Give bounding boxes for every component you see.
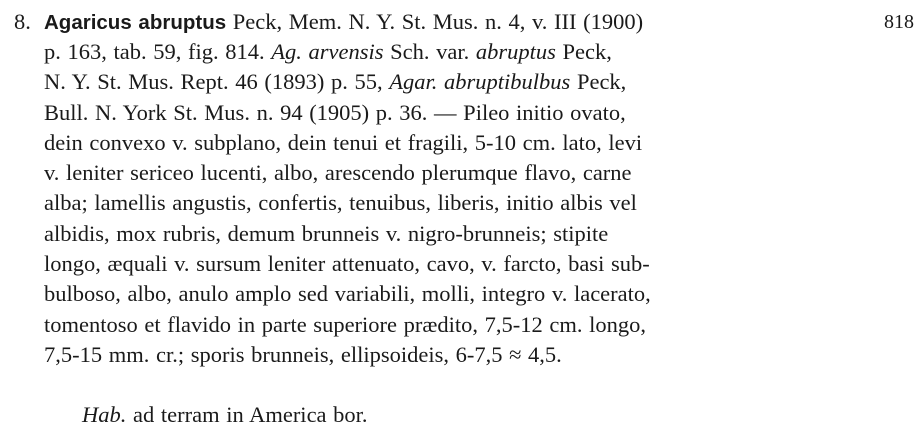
citation-3a: N. Y. St. Mus. Rept. 46 (1893) p. 55, <box>44 69 390 94</box>
citation-2b: Sch. var. <box>383 39 476 64</box>
text-line-11: tomentoso et flavido in parte superiore prædito, 7,5-12 cm. longo, <box>44 312 647 337</box>
text-line-1 <box>44 7 643 38</box>
citation-3b: Peck, <box>570 69 627 94</box>
page-number: 818 <box>884 11 914 33</box>
text-line-9: longo, æquali v. sursum leniter attenuato, cavo, v. farcto, basi sub- <box>44 251 650 276</box>
synonym-agar-abruptibulbus: Agar. abruptibulbus <box>389 69 571 94</box>
text-line-6: v. leniter sericeo lucenti, albo, arescendo plerumque flavo, carne <box>44 160 632 185</box>
citation-2a: p. 163, tab. 59, fig. 814. <box>44 39 272 64</box>
habitat-text: ad terram in America bor. <box>126 402 368 427</box>
text-line-3 <box>44 67 626 97</box>
text-line-12: 7,5-15 mm. cr.; sporis brunneis, ellipsoideis, 6-7,5 ≈ 4,5. <box>44 342 562 367</box>
citation-2c: Peck, <box>555 39 612 64</box>
entry-number: 8. <box>14 9 31 34</box>
text-line-2 <box>44 37 612 67</box>
text-line-4: Bull. N. York St. Mus. n. 94 (1905) p. 36. — Pileo initio ovato, <box>44 100 626 125</box>
species-name: Agaricus abruptus <box>44 11 227 34</box>
text-line-8: albidis, mox rubris, demum brunneis v. nigro-brunneis; stipite <box>44 221 609 246</box>
habitat-line <box>82 400 368 430</box>
variety-abruptus: abruptus <box>475 39 556 64</box>
habitat-label: Hab. <box>82 402 127 427</box>
text-line-10: bulboso, albo, anulo amplo sed variabili, molli, integro v. lacerato, <box>44 281 651 306</box>
text-line-5: dein convexo v. subplano, dein tenui et fragili, 5-10 cm. lato, levi <box>44 130 643 155</box>
synonym-ag-arvensis: Ag. arvensis <box>271 39 384 64</box>
citation-1: Peck, Mem. N. Y. St. Mus. n. 4, v. III (1900) <box>226 9 644 34</box>
text-line-7: alba; lamellis angustis, confertis, tenuibus, liberis, initio albis vel <box>44 190 637 215</box>
